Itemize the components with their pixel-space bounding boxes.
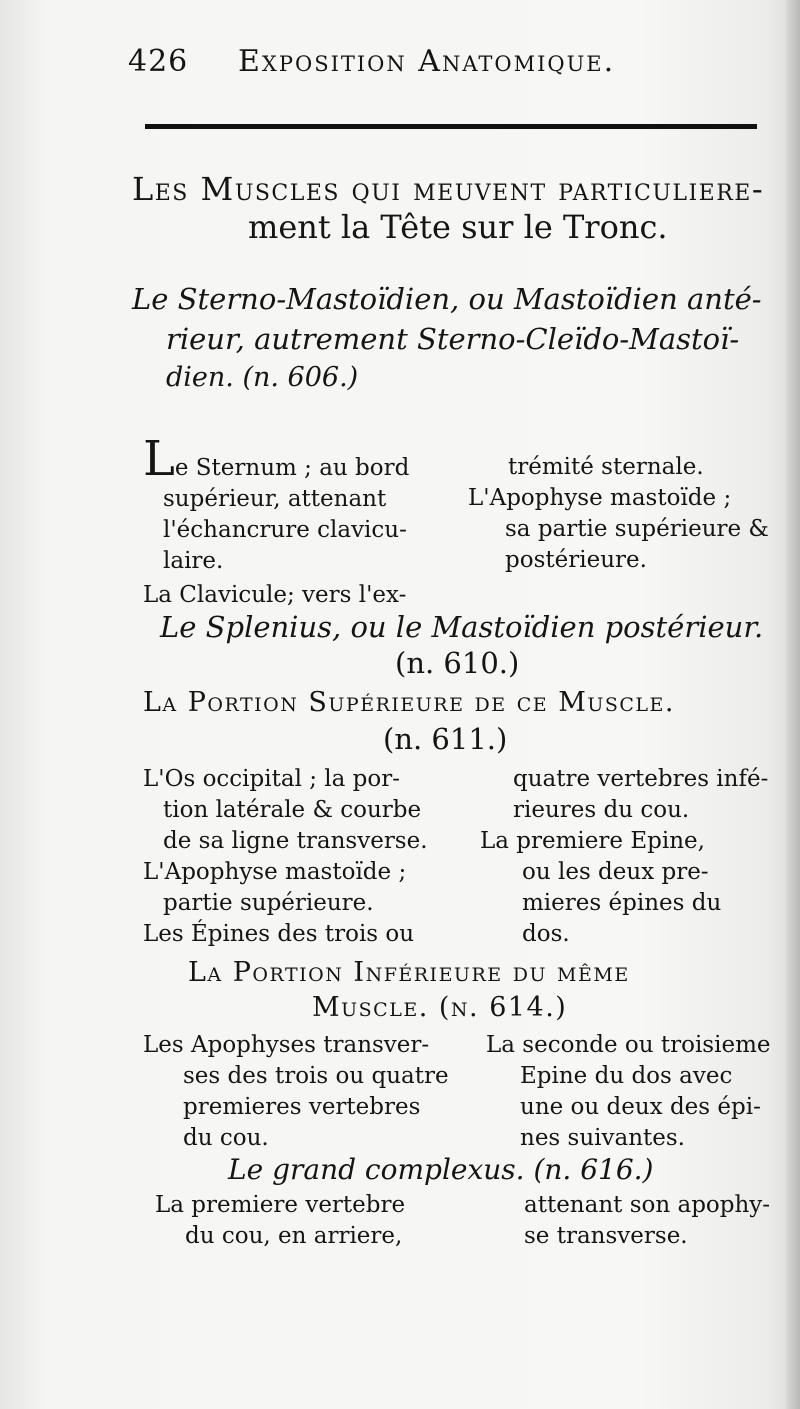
portion-inf-right-3: une ou deux des épi-: [520, 1094, 761, 1120]
sterno-left-4: laire.: [163, 548, 224, 574]
portion-sup-right-5: mieres épines du: [522, 890, 722, 916]
portion-sup-right-4: ou les deux pre-: [522, 859, 709, 885]
page-gutter: [786, 0, 800, 1409]
portion-inf-left-3: premieres vertebres: [183, 1094, 421, 1120]
portion-inf-right-2: Epine du dos avec: [520, 1063, 733, 1089]
section-title-line1: Les Muscles qui meuvent particuliere-: [132, 170, 765, 208]
sterno-heading-line2: rieur, autrement Sterno-Cleïdo-Mastoï-: [166, 322, 740, 356]
portion-inf-title-2: Muscle. (n. 614.): [312, 992, 568, 1023]
sterno-left-1: [143, 431, 410, 487]
page-number: 426: [128, 44, 189, 79]
splenius-ref: (n. 610.): [395, 646, 520, 680]
complexus-right-1: attenant son apophy-: [524, 1192, 771, 1218]
header-rule: [145, 124, 757, 129]
portion-inf-title-1: La Portion Inférieure du même: [188, 957, 630, 988]
sterno-left-5: La Clavicule; vers l'ex-: [143, 582, 407, 608]
portion-inf-right-4: nes suivantes.: [520, 1125, 685, 1151]
splenius-heading: Le Splenius, ou le Mastoïdien postérieur.: [160, 610, 764, 644]
sterno-left-3: l'échancrure clavicu-: [163, 517, 407, 543]
sterno-right-1: trémité sternale.: [508, 454, 704, 480]
portion-inf-right-1: La seconde ou troisieme: [486, 1032, 771, 1058]
running-title: Exposition Anatomique.: [238, 44, 616, 79]
sterno-heading-line3: dien. (n. 606.): [166, 362, 359, 393]
complexus-heading: Le grand complexus. (n. 616.): [228, 1153, 654, 1186]
complexus-left-2: du cou, en arriere,: [185, 1223, 403, 1249]
sterno-heading-line1: Le Sterno-Mastoïdien, ou Mastoïdien anté-: [132, 282, 762, 316]
sterno-left-2: supérieur, attenant: [163, 486, 387, 512]
complexus-right-2: se transverse.: [524, 1223, 688, 1249]
portion-sup-left-3: de sa ligne transverse.: [163, 828, 428, 854]
running-header: [128, 44, 748, 84]
portion-sup-right-2: rieures du cou.: [513, 797, 690, 823]
portion-sup-left-1: L'Os occipital ; la por-: [143, 766, 401, 792]
portion-sup-ref: (n. 611.): [383, 722, 508, 756]
sterno-right-4: postérieure.: [505, 547, 647, 573]
portion-sup-left-6: Les Épines des trois ou: [143, 921, 415, 947]
drop-cap-L: L: [143, 431, 175, 487]
portion-sup-left-5: partie supérieure.: [163, 890, 374, 916]
sterno-right-3: sa partie supérieure &: [505, 516, 769, 542]
portion-sup-left-2: tion latérale & courbe: [163, 797, 422, 823]
sterno-right-2: L'Apophyse mastoïde ;: [468, 485, 732, 511]
portion-sup-left-4: L'Apophyse mastoïde ;: [143, 859, 407, 885]
portion-sup-title: La Portion Supérieure de ce Muscle.: [143, 687, 675, 718]
sterno-left-1-text: e Sternum ; au bord: [174, 455, 410, 481]
portion-inf-left-2: ses des trois ou quatre: [183, 1063, 449, 1089]
complexus-left-1: La premiere vertebre: [155, 1192, 406, 1218]
portion-sup-right-3: La premiere Epine,: [480, 828, 705, 854]
section-title-line2: ment la Tête sur le Tronc.: [248, 208, 668, 246]
portion-inf-left-1: Les Apophyses transver-: [143, 1032, 430, 1058]
portion-sup-right-6: dos.: [522, 921, 570, 947]
portion-inf-left-4: du cou.: [183, 1125, 269, 1151]
portion-sup-right-1: quatre vertebres infé-: [513, 766, 769, 792]
